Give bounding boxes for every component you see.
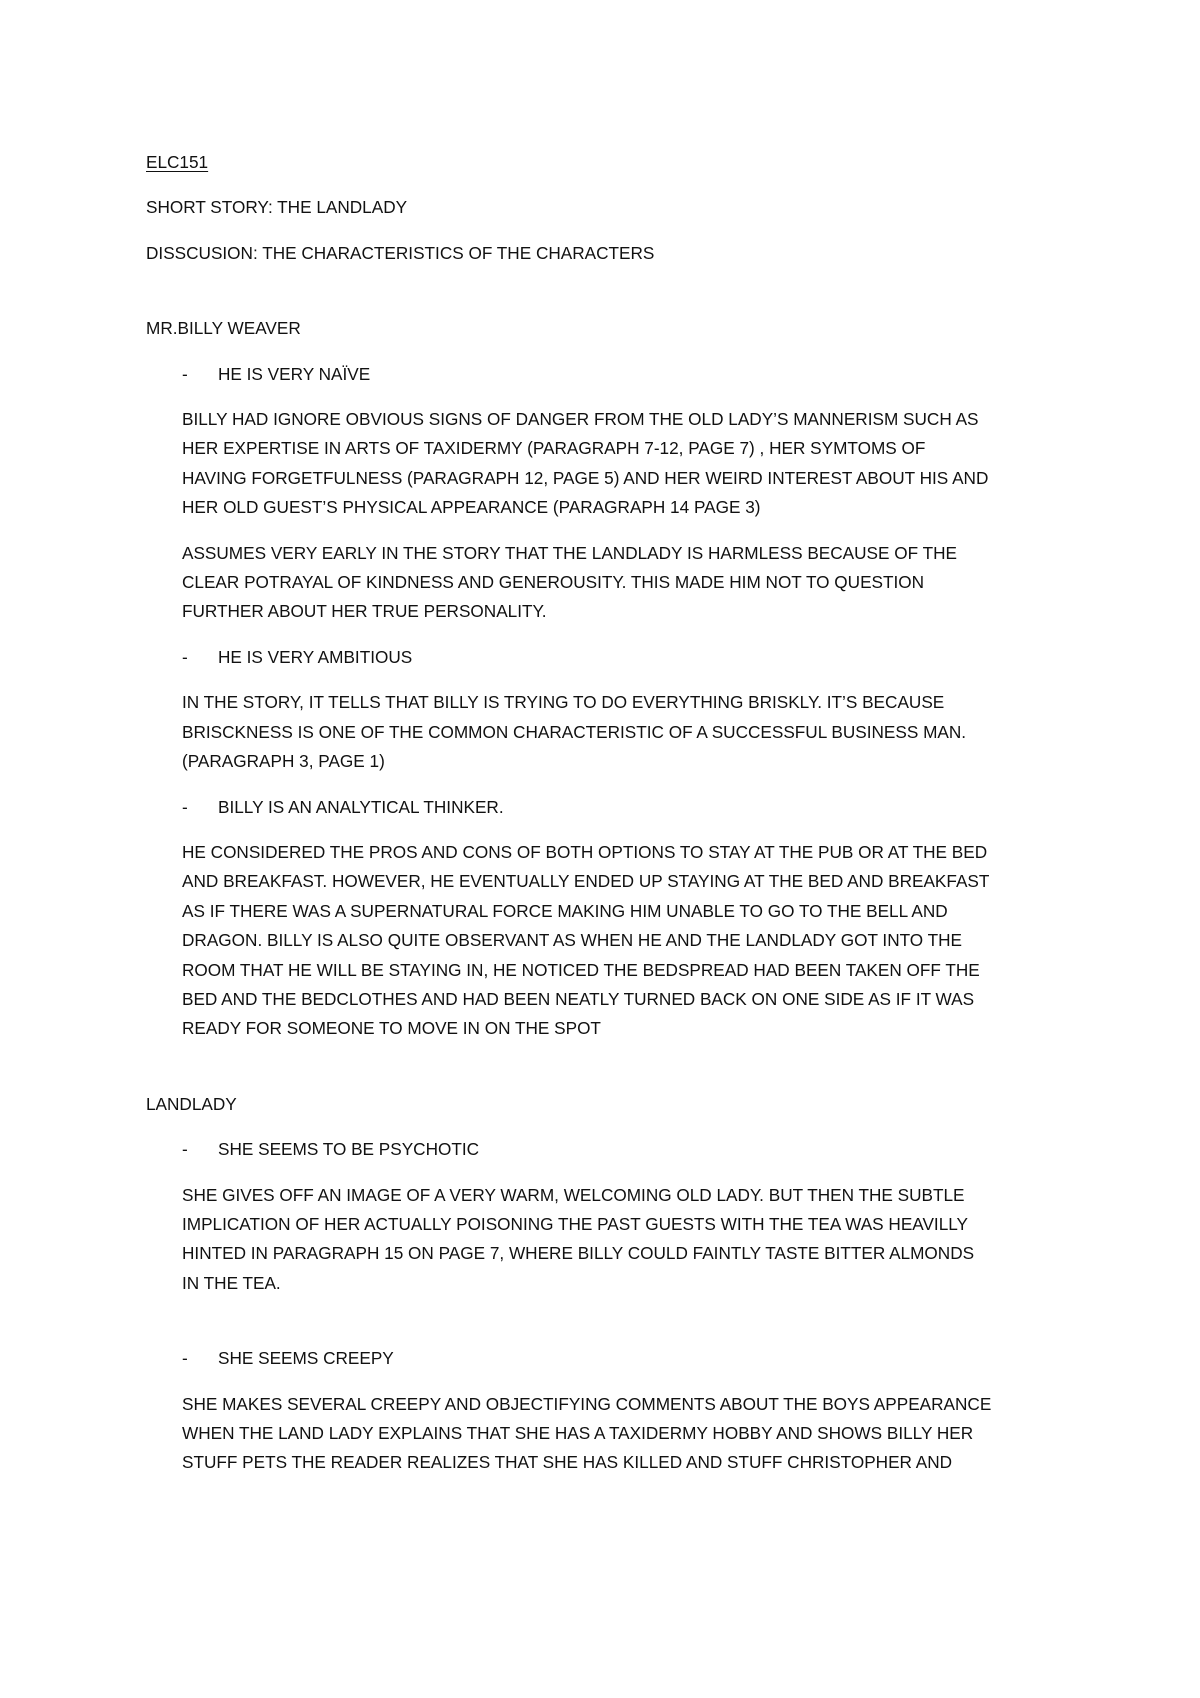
paragraph-line: IN THE TEA. xyxy=(182,1272,281,1293)
trait-bullet xyxy=(182,1344,1086,1373)
paragraph-line: HAVING FORGETFULNESS (PARAGRAPH 12, PAGE 5) AND HER WEIRD INTEREST ABOUT HIS AND xyxy=(182,467,989,488)
discussion-title: DISSCUSION: THE CHARACTERISTICS OF THE CHARACTERS xyxy=(146,242,655,263)
paragraph-line: SHE MAKES SEVERAL CREEPY AND OBJECTIFYING COMMENTS ABOUT THE BOYS APPEARANCE xyxy=(182,1393,992,1414)
trait-label: HE IS VERY AMBITIOUS xyxy=(218,646,413,667)
trait-label: SHE SEEMS TO BE PSYCHOTIC xyxy=(218,1139,480,1160)
trait-paragraph xyxy=(182,1390,1082,1478)
bullet-dash: - xyxy=(182,1139,188,1160)
trait-paragraph xyxy=(182,1181,1082,1299)
paragraph-line: AND BREAKFAST. HOWEVER, HE EVENTUALLY ENDED UP STAYING AT THE BED AND BREAKFAST xyxy=(182,871,990,892)
trait-paragraph xyxy=(182,539,1082,627)
trait-label: BILLY IS AN ANALYTICAL THINKER. xyxy=(218,796,504,817)
trait-bullet xyxy=(182,793,1086,822)
trait-bullet xyxy=(182,1135,1086,1164)
paragraph-line: IN THE STORY, IT TELLS THAT BILLY IS TRYING TO DO EVERYTHING BRISKLY. IT’S BECAUSE xyxy=(182,692,945,713)
paragraph-line: IMPLICATION OF HER ACTUALLY POISONING THE PAST GUESTS WITH THE TEA WAS HEAVILLY xyxy=(182,1213,969,1234)
trait-paragraph xyxy=(182,838,1082,1044)
paragraph-line: HER OLD GUEST’S PHYSICAL APPEARANCE (PARAGRAPH 14 PAGE 3) xyxy=(182,497,761,518)
story-title: SHORT STORY: THE LANDLADY xyxy=(146,197,408,218)
paragraph-line: WHEN THE LAND LADY EXPLAINS THAT SHE HAS A TAXIDERMY HOBBY AND SHOWS BILLY HER xyxy=(182,1423,974,1443)
trait-paragraph xyxy=(182,688,1082,776)
paragraph-line: CLEAR POTRAYAL OF KINDNESS AND GENEROUSITY. THIS MADE HIM NOT TO QUESTION xyxy=(182,572,925,593)
trait-bullet xyxy=(182,643,1086,672)
paragraph-line: BILLY HAD IGNORE OBVIOUS SIGNS OF DANGER FROM THE OLD LADY’S MANNERISM SUCH AS xyxy=(182,409,979,430)
section-heading-landlady: LANDLADY xyxy=(146,1093,237,1114)
paragraph-line: DRAGON. BILLY IS ALSO QUITE OBSERVANT AS WHEN HE AND THE LANDLADY GOT INTO THE xyxy=(182,930,963,951)
section-heading-billy: MR.BILLY WEAVER xyxy=(146,318,301,339)
paragraph-line: BRISCKNESS IS ONE OF THE COMMON CHARACTERISTIC OF A SUCCESSFUL BUSINESS MAN. xyxy=(182,721,967,742)
paragraph-line: SHE GIVES OFF AN IMAGE OF A VERY WARM, WELCOMING OLD LADY. BUT THEN THE SUBTLE xyxy=(182,1184,965,1205)
paragraph-line: HINTED IN PARAGRAPH 15 ON PAGE 7, WHERE BILLY COULD FAINTLY TASTE BITTER ALMONDS xyxy=(182,1243,975,1264)
document-body xyxy=(146,148,1086,1494)
paragraph-line: BED AND THE BEDCLOTHES AND HAD BEEN NEATLY TURNED BACK ON ONE SIDE AS IF IT WAS xyxy=(182,988,975,1009)
spacer xyxy=(146,1060,1086,1090)
paragraph-line: ROOM THAT HE WILL BE STAYING IN, HE NOTICED THE BEDSPREAD HAD BEEN TAKEN OFF THE xyxy=(182,959,980,980)
bullet-dash: - xyxy=(182,646,188,667)
paragraph-line: HER EXPERTISE IN ARTS OF TAXIDERMY (PARAGRAPH 7-12, PAGE 7) , HER SYMTOMS OF xyxy=(182,438,926,459)
bullet-dash: - xyxy=(182,1348,188,1369)
spacer xyxy=(146,284,1086,314)
trait-bullet xyxy=(182,360,1086,389)
trait-label: SHE SEEMS CREEPY xyxy=(218,1348,394,1369)
course-code: ELC151 xyxy=(146,152,209,172)
spacer xyxy=(146,1314,1086,1344)
paragraph-line: HE CONSIDERED THE PROS AND CONS OF BOTH OPTIONS TO STAY AT THE PUB OR AT THE BED xyxy=(182,841,988,862)
paragraph-line: FURTHER ABOUT HER TRUE PERSONALITY. xyxy=(182,601,547,622)
paragraph-line: (PARAGRAPH 3, PAGE 1) xyxy=(182,751,385,772)
paragraph-line: AS IF THERE WAS A SUPERNATURAL FORCE MAKING HIM UNABLE TO GO TO THE BELL AND xyxy=(182,900,948,921)
trait-paragraph xyxy=(182,405,1082,523)
bullet-dash: - xyxy=(182,363,188,384)
paragraph-line: STUFF PETS THE READER REALIZES THAT SHE HAS KILLED AND STUFF CHRISTOPHER AND xyxy=(182,1452,953,1473)
trait-label: HE IS VERY NAÏVE xyxy=(218,363,371,384)
paragraph-line: ASSUMES VERY EARLY IN THE STORY THAT THE LANDLADY IS HARMLESS BECAUSE OF THE xyxy=(182,542,957,563)
paragraph-line: READY FOR SOMEONE TO MOVE IN ON THE SPOT xyxy=(182,1018,601,1039)
bullet-dash: - xyxy=(182,796,188,817)
